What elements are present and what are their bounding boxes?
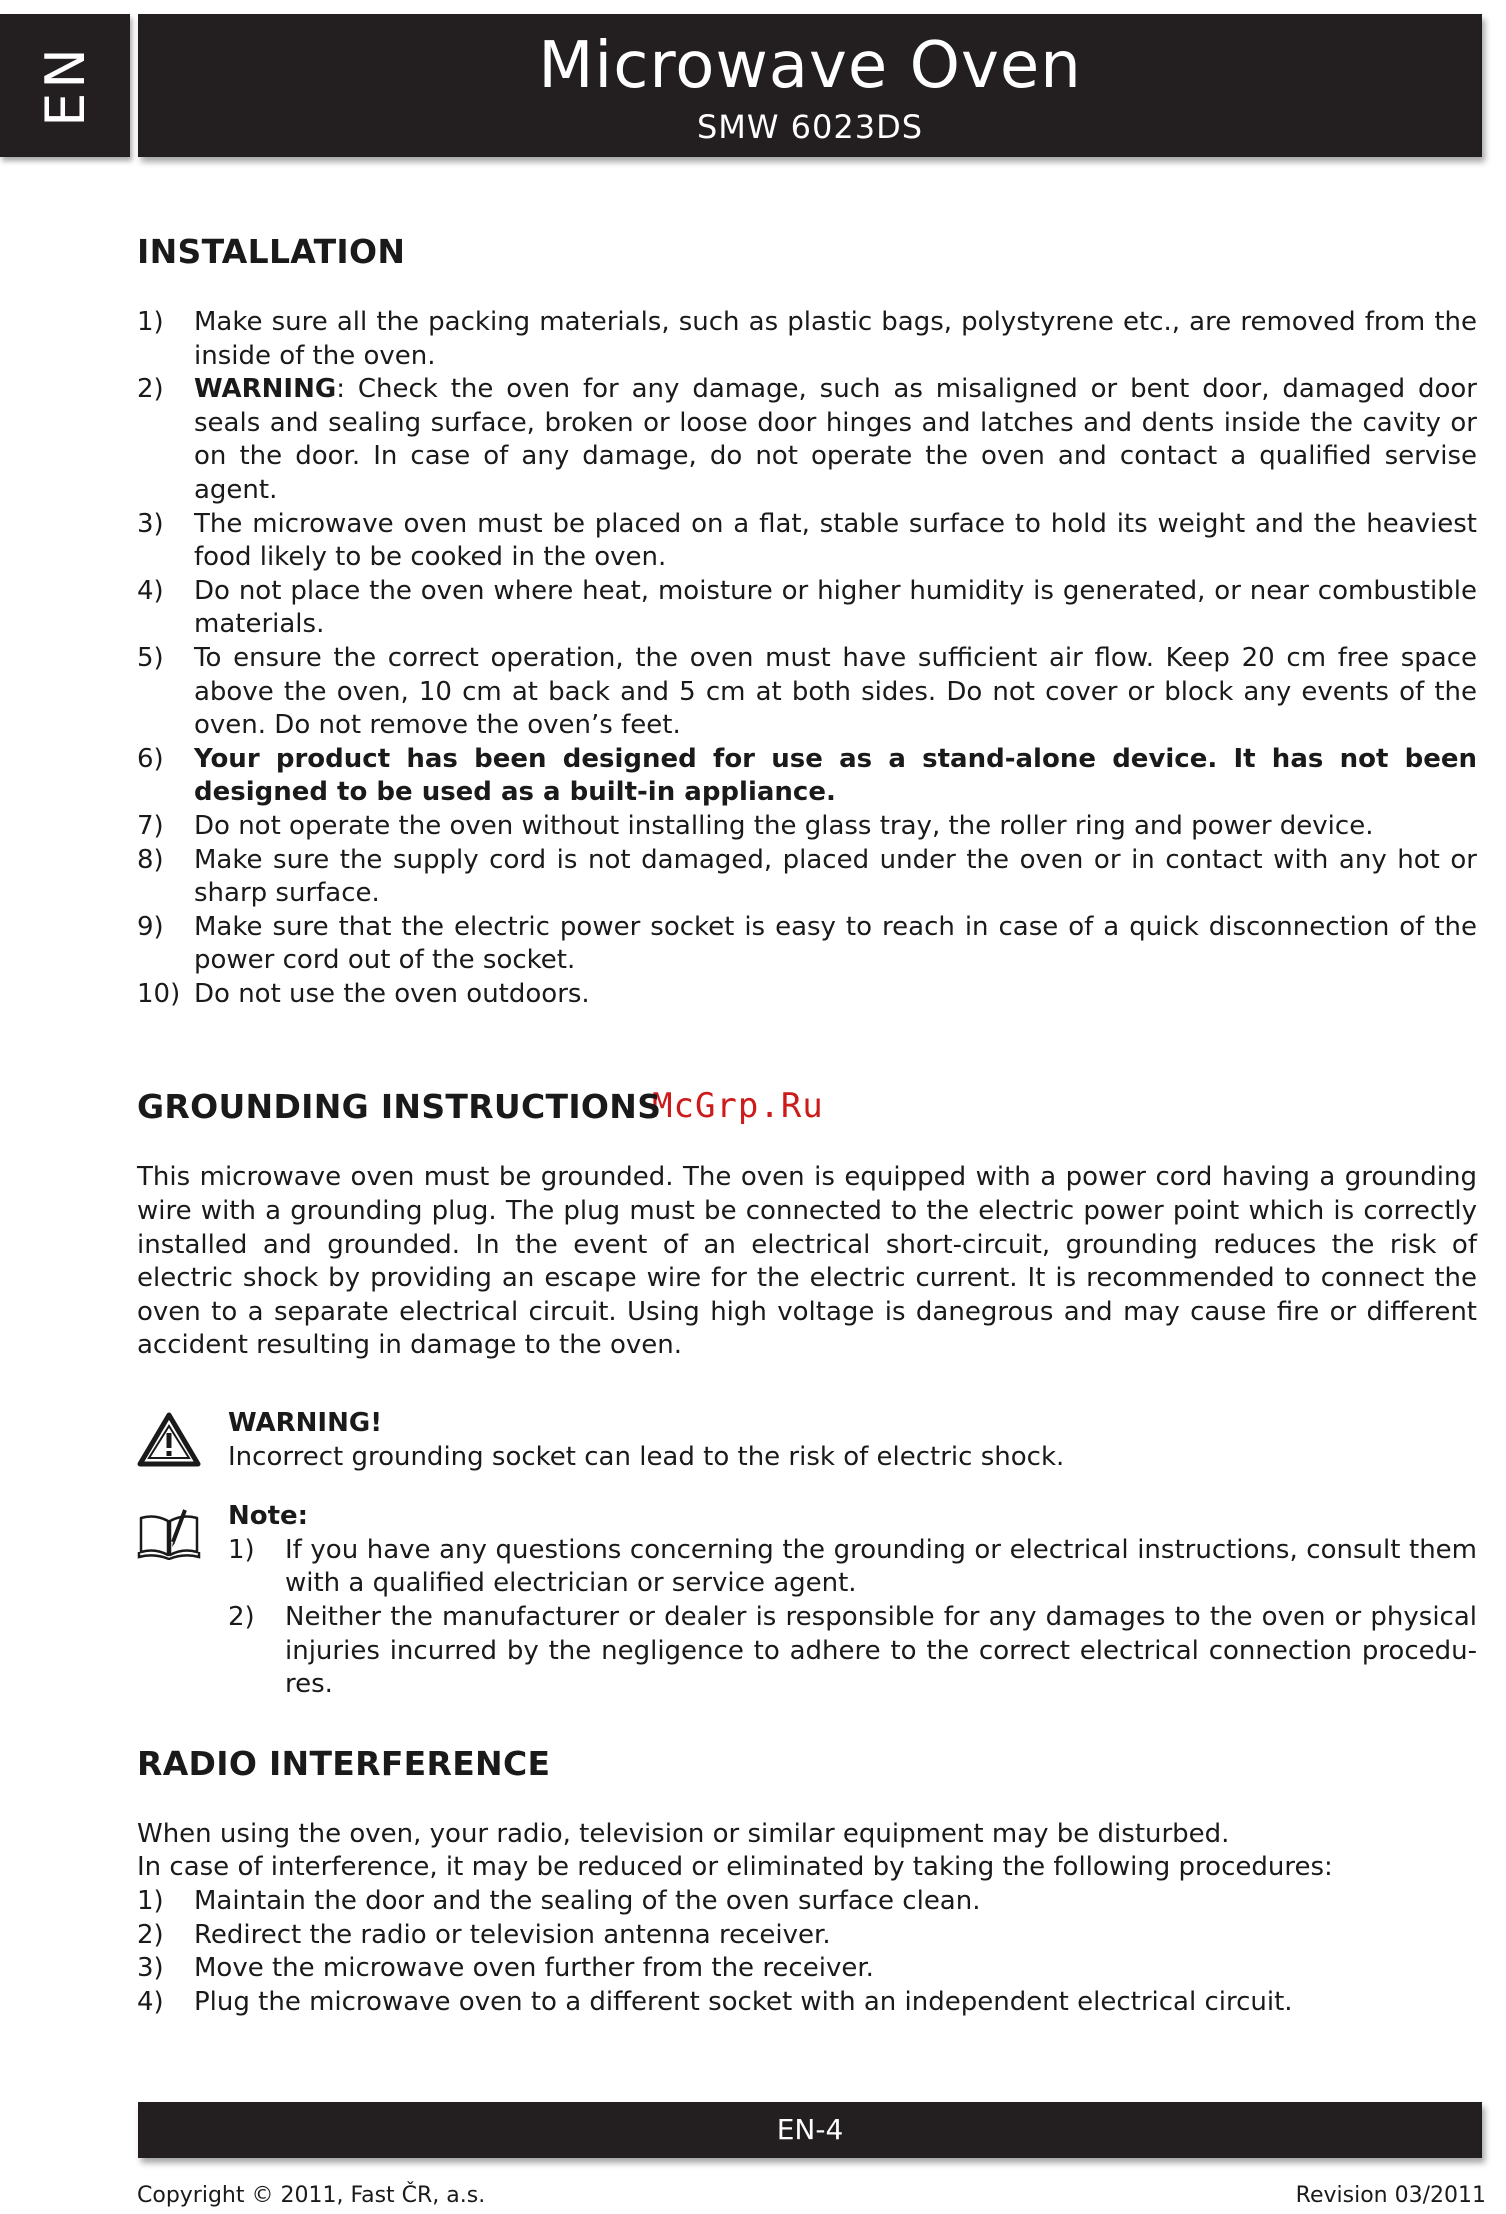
list-item: 2) Redirect the radio or television antenna receiver. bbox=[137, 1919, 831, 1950]
language-label: EN bbox=[33, 44, 97, 127]
radio-heading: RADIO INTERFERENCE bbox=[137, 1743, 551, 1783]
warning-text: Incorrect grounding socket can lead to the risk of electric shock. bbox=[228, 1441, 1065, 1472]
list-item: 7) Do not operate the oven without installing the glass tray, the roller ring and power device. bbox=[137, 810, 1374, 841]
page-title: Microwave Oven bbox=[538, 29, 1082, 103]
page-number: EN-4 bbox=[776, 2113, 844, 2146]
radio-line-2: In case of interference, it may be reduced or eliminated by taking the following procedures: bbox=[137, 1852, 1333, 1883]
page-content bbox=[137, 232, 1477, 2019]
radio-list bbox=[137, 1885, 1477, 2019]
list-item: 2) WARNING: Check the oven for any damage, such as misaligned or bent door, damaged door seals and sealing surface, broken or loose door hinges and latches and dents inside the cavity or on the door. In case of any damage, do not operate the oven and contact a qualified servise agent. bbox=[137, 374, 1477, 505]
installation-list bbox=[137, 306, 1477, 1011]
open-book-icon bbox=[137, 1508, 201, 1560]
list-item: 4) Plug the microwave oven to a different socket with an independent electrical circuit. bbox=[137, 1986, 1293, 2017]
list-item: 3) The microwave oven must be placed on a flat, stable surface to hold its weight and the heaviest food likely to be cooked in the oven. bbox=[137, 508, 1477, 573]
language-tab bbox=[0, 14, 130, 157]
copyright: Copyright © 2011, Fast ČR, a.s. bbox=[137, 2183, 486, 2208]
list-item: 1) Make sure all the packing materials, such as plastic bags, polystyrene etc., are removed from the inside of the oven. bbox=[137, 307, 1477, 371]
page-number-bar bbox=[138, 2102, 1482, 2158]
grounding-paragraph: This microwave oven must be grounded. The oven is equipped with a power cord having a grounding wire with a grounding plug. The plug must be connected to the electric power point which is correctly installed and grounded. In the event of an electrical short-circuit, grounding reduces the risk of electric shock by providing an escape wire for the electric current. It is recommended to connect the oven to a separate electrical circuit. Using high voltage is danegrous and may cause fire or different accident resulting in damage to the oven. bbox=[137, 1162, 1477, 1361]
installation-heading: INSTALLATION bbox=[137, 232, 406, 271]
model-number: SMW 6023DS bbox=[696, 108, 924, 146]
list-item: 1) If you have any questions concerning the grounding or electrical instructions, consult them with a qualified electrician or service agent. bbox=[228, 1534, 1477, 1599]
warning-notice bbox=[137, 1407, 1477, 1474]
note-notice bbox=[137, 1500, 1477, 1702]
note-list bbox=[228, 1534, 1477, 1702]
radio-line-1: When using the oven, your radio, television or similar equipment may be disturbed. bbox=[137, 1818, 1230, 1849]
list-item: 2) Neither the manufacturer or dealer is responsible for any damages to the oven or physical injuries incurred by the negligence to adhere to the correct electrical connection procedu-res. bbox=[228, 1602, 1477, 1700]
watermark: McGrp.Ru bbox=[652, 1086, 824, 1126]
warning-title: WARNING! bbox=[228, 1408, 383, 1439]
list-item: 6) Your product has been designed for use as a stand-alone device. It has not been designed to be used as a built-in appliance. bbox=[137, 743, 1477, 808]
warning-triangle-icon bbox=[137, 1411, 201, 1467]
list-item: 4) Do not place the oven where heat, moisture or higher humidity is generated, or near combustible materials. bbox=[137, 575, 1477, 640]
list-item: 10) Do not use the oven outdoors. bbox=[137, 978, 590, 1009]
revision: Revision 03/2011 bbox=[1295, 2183, 1486, 2208]
page-header bbox=[138, 14, 1482, 157]
list-item: 3) Move the microwave oven further from the receiver. bbox=[137, 1953, 874, 1984]
list-item: 9) Make sure that the electric power socket is easy to reach in case of a quick disconnection of the power cord out of the socket. bbox=[137, 911, 1477, 976]
list-item: 5) To ensure the correct operation, the oven must have sufficient air flow. Keep 20 cm free space above the oven, 10 cm at back and 5 cm at both sides. Do not cover or block any events of the oven. Do not remove the oven’s feet. bbox=[137, 642, 1477, 741]
grounding-heading: GROUNDING INSTRUCTIONS bbox=[137, 1087, 662, 1127]
list-item: 8) Make sure the supply cord is not damaged, placed under the oven or in contact with any hot or sharp surface. bbox=[137, 844, 1477, 909]
list-item: 1) Maintain the door and the sealing of the oven surface clean. bbox=[137, 1885, 981, 1916]
note-title: Note: bbox=[228, 1501, 309, 1532]
